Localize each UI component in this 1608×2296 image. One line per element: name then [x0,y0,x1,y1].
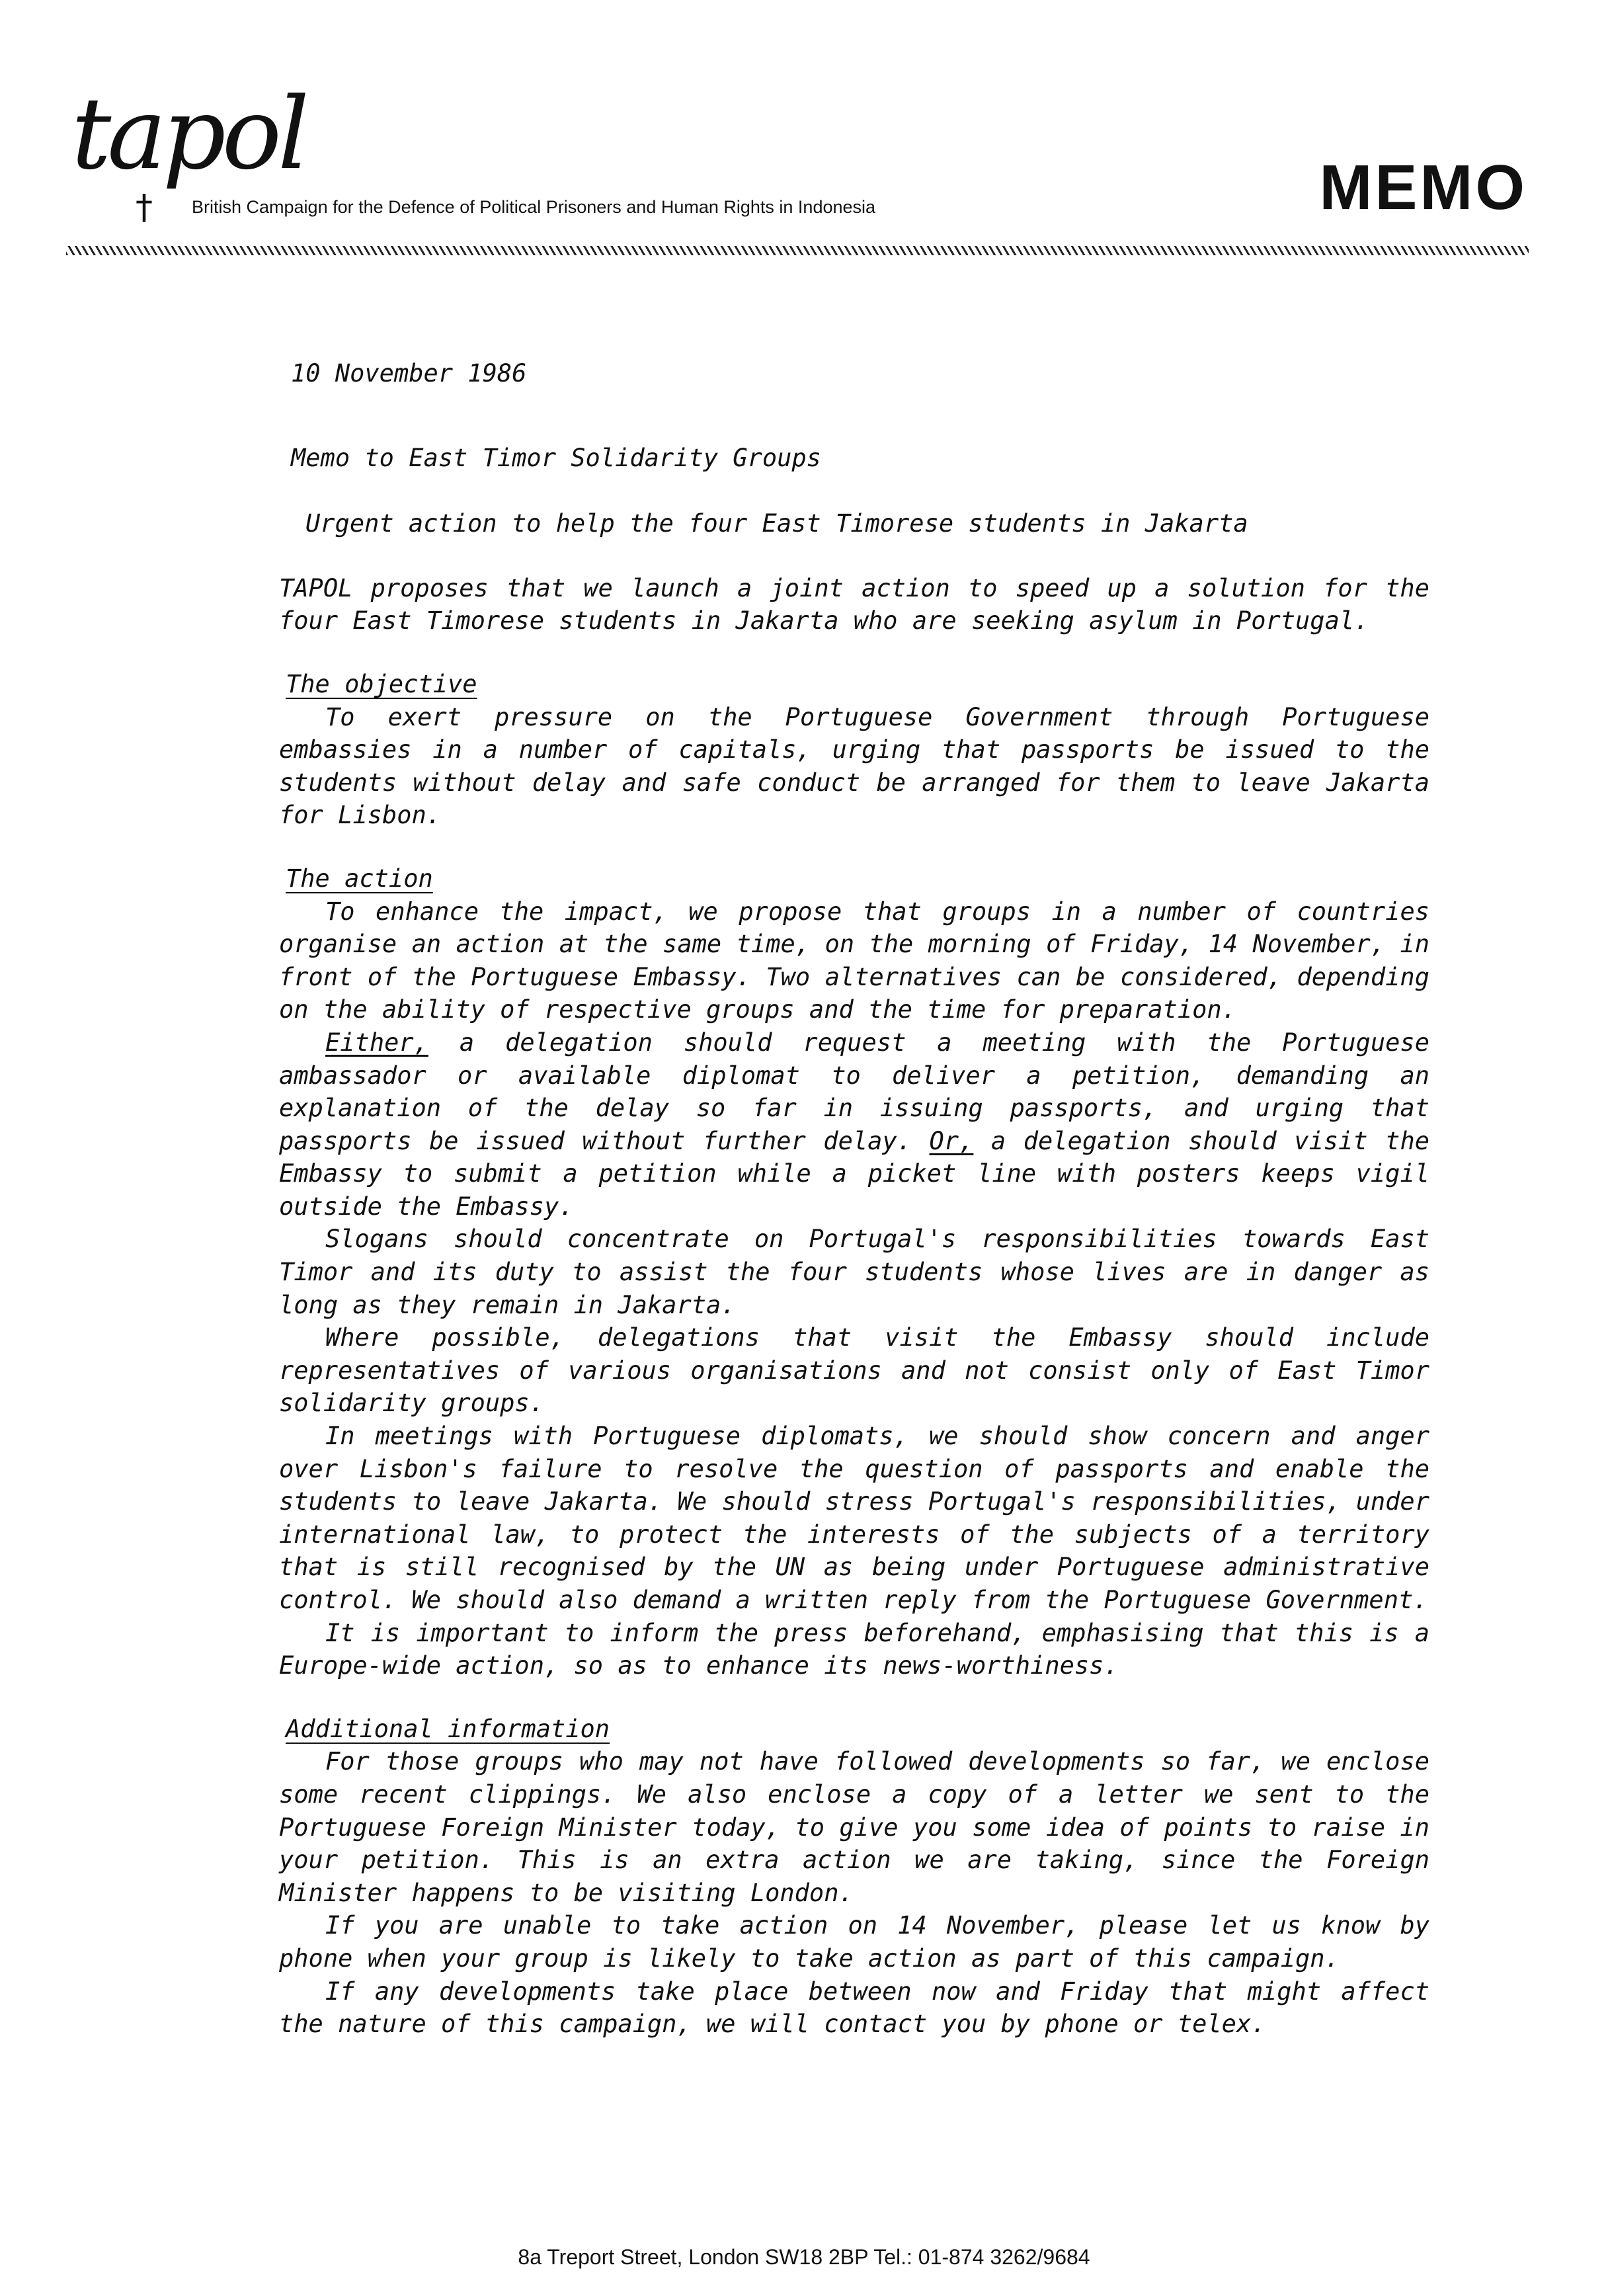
paragraph: It is important to inform the press beforehand, emphasising that this is a Europe-wide action, so as to enhance its news-worthiness. [279,1618,1429,1680]
memo-date: 10 November 1986 [291,359,527,388]
organisation-tagline: British Campaign for the Defence of Political Prisoners and Human Rights in Indonesia [192,197,876,217]
paragraph: Where possible, delegations that visit the Embassy should include representatives of various organisations and not consist only of East Timor solidarity groups. [279,1323,1429,1418]
paragraph: To exert pressure on the Portuguese Government through Portuguese embassies in a number of capitals, urging that passports be issued to the students without delay and safe conduct be arranged for them to leave Jakarta for Lisbon. [279,702,1429,830]
paragraph-alternatives [279,1026,1429,1223]
section-heading: The objective [286,669,477,698]
header-divider [66,246,1529,255]
intro-paragraph: TAPOL proposes that we launch a joint action to speed up a solution for the four East Timorese students in Jakarta who are seeking asylum in Portugal. [279,573,1429,636]
alternatives-text: a delegation should request a meeting with the Portuguese ambassador or available diplomat to deliver a petition, demanding an explanation of the delay so far in issuing passports, and urging that passports be issued without further delay. [279,1028,1429,1155]
section-objective [279,668,1429,832]
paragraph: To enhance the impact, we propose that groups in a number of countries organise an action at the same time, on the morning of Friday, 14 November, in front of the Portuguese Embassy. Two alternatives can be considered, depending on the ability of respective groups and the time for preparation. [279,897,1429,1024]
section-additional [279,1713,1429,2041]
paragraph: In meetings with Portuguese diplomats, we should show concern and anger over Lisbon's failure to resolve the question of passports and enable the students to leave Jakarta. We should stress Portugal's responsibilities, under international law, to protect the interests of the subjects of a territory that is still recognised by the UN as being under Portuguese administrative control. We should also demand a written reply from the Portuguese Government. [279,1422,1429,1614]
paragraph: Slogans should concentrate on Portugal's responsibilities towards East Timor and its duty to assist the four students whose lives are in danger as long as they remain in Jakarta. [279,1225,1429,1319]
dagger-icon: † [136,188,153,227]
alternatives-text: a delegation should visit the Embassy to submit a petition while a picket line with posters keeps vigil outside the Embassy. [279,1126,1429,1221]
footer-address: 8a Treport Street, London SW18 2BP Tel.: 01-874 3262/9684 [518,2245,1090,2269]
paragraph: If any developments take place between now and Friday that might affect the nature of this campaign, we will contact you by phone or telex. [279,1977,1429,2039]
or-text: Or, [929,1126,974,1155]
memo-subtitle: Urgent action to help the four East Timorese students in Jakarta [305,509,1248,538]
section-heading: The action [286,864,433,893]
tapol-logo: tapol [71,77,306,192]
paragraph: For those groups who may not have followed developments so far, we enclose some recent clippings. We also enclose a copy of a letter we sent to the Portuguese Foreign Minister today, to give you some idea of points to raise in your petition. This is an extra action we are taking, since the Foreign Minister happens to be visiting London. [279,1747,1429,1907]
memo-body [279,357,1429,2071]
memo-subject: Memo to East Timor Solidarity Groups [291,443,821,472]
paragraph: If you are unable to take action on 14 November, please let us know by phone when your group is likely to take action as part of this campaign. [279,1911,1429,1973]
section-heading: Additional information [286,1714,610,1743]
memo-label: MEMO [1319,152,1527,223]
either-text: Either, [325,1028,428,1057]
section-action [279,862,1429,1682]
